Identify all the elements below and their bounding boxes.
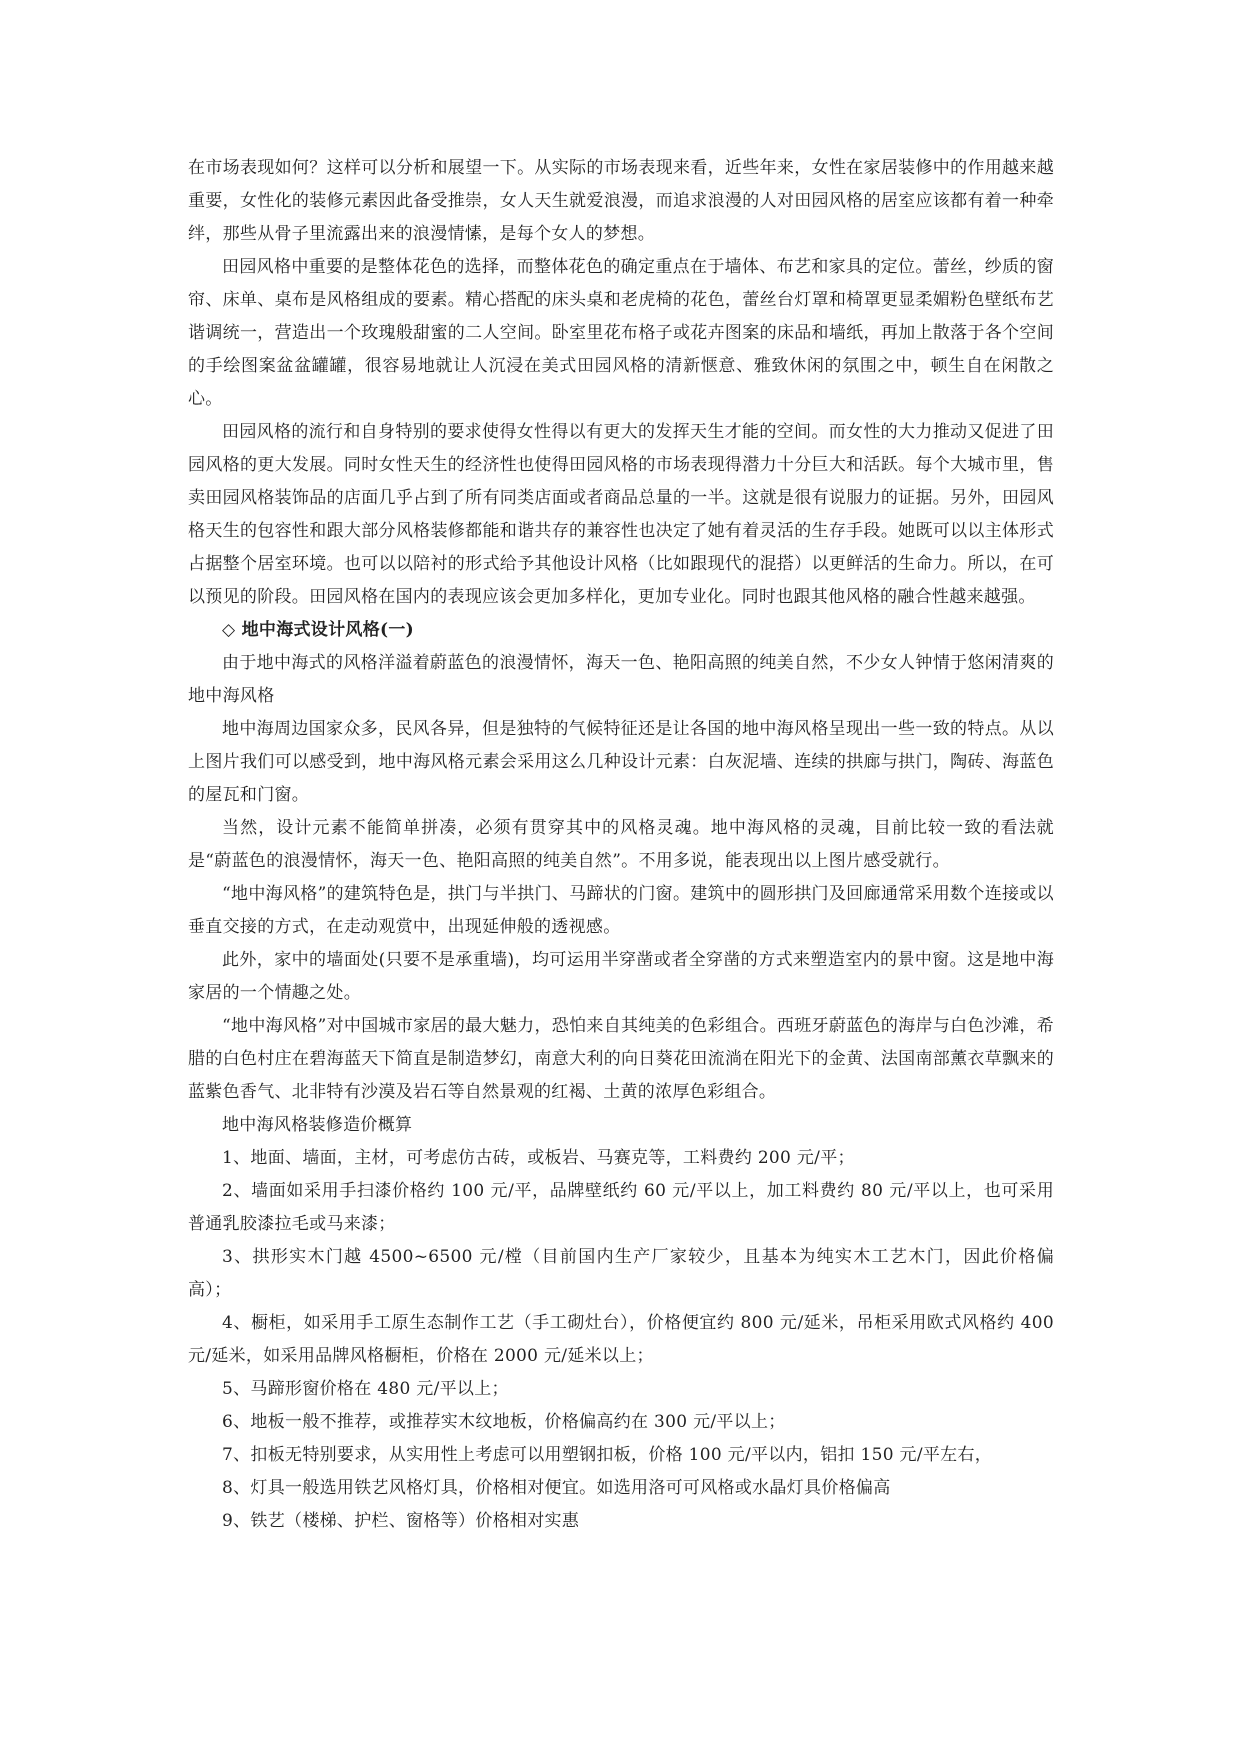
cost-item-7: 7、扣板无特别要求，从实用性上考虑可以用塑钢扣板，价格 100 元/平以内，铝扣 150 元/平左右， [222,1445,993,1465]
paragraph-mediterranean-walls: 此外，家中的墙面处(只要不是承重墙)，均可运用半穿凿或者全穿凿的方式来塑造室内的景中窗。这是地中海家居的一个情趣之处。 [188,950,1054,1003]
cost-item-5: 5、马蹄形窗价格在 480 元/平以上； [222,1379,509,1399]
subheading-cost-estimate: 地中海风格装修造价概算 [222,1115,413,1135]
paragraph-mediterranean-elements: 地中海周边国家众多，民风各异，但是独特的气候特征还是让各国的地中海风格呈现出一些一致的特点。从以上图片我们可以感受到，地中海风格元素会采用这么几种设计元素：白灰泥墙、连续的拱廊与拱门，陶砖、海蓝色的屋瓦和门窗。 [188,719,1054,805]
cost-item-8: 8、灯具一般选用铁艺风格灯具，价格相对便宜。如选用洛可可风格或水晶灯具价格偏高 [222,1478,891,1498]
section-heading-mediterranean: ◇ 地中海式设计风格(一) [222,620,414,640]
paragraph-mediterranean-intro: 由于地中海式的风格洋溢着蔚蓝色的浪漫情怀，海天一色、艳阳高照的纯美自然，不少女人钟情于悠闲清爽的地中海风格 [188,653,1054,706]
paragraph-mediterranean-soul: 当然，设计元素不能简单拼凑，必须有贯穿其中的风格灵魂。地中海风格的灵魂，目前比较一致的看法就是“蔚蓝色的浪漫情怀，海天一色、艳阳高照的纯美自然”。不用多说，能表现出以上图片感受就行。 [188,818,1054,871]
paragraph-mediterranean-colors: “地中海风格”对中国城市家居的最大魅力，恐怕来自其纯美的色彩组合。西班牙蔚蓝色的海岸与白色沙滩，希腊的白色村庄在碧海蓝天下简直是制造梦幻，南意大利的向日葵花田流淌在阳光下的金黄、法国南部薰衣草飘来的蓝紫色香气、北非特有沙漠及岩石等自然景观的红褐、土黄的浓厚色彩组合。 [188,1016,1054,1102]
cost-item-3: 3、拱形实木门越 4500~6500 元/樘（目前国内生产厂家较少，且基本为纯实木工艺木门，因此价格偏高）； [188,1247,1054,1300]
cost-item-1: 1、地面、墙面，主材，可考虑仿古砖，或板岩、马赛克等，工料费约 200 元/平； [222,1148,855,1168]
paragraph-mediterranean-architecture: “地中海风格”的建筑特色是，拱门与半拱门、马蹄状的门窗。建筑中的圆形拱门及回廊通常采用数个连接或以垂直交接的方式，在走动观赏中，出现延伸般的透视感。 [188,884,1054,937]
cost-item-4: 4、橱柜，如采用手工原生态制作工艺（手工砌灶台），价格便宜约 800 元/延米，吊柜采用欧式风格约 400 元/延米，如采用品牌风格橱柜，价格在 2000 元/延米以上； [188,1313,1054,1366]
cost-item-9: 9、铁艺（楼梯、护栏、窗格等）价格相对实惠 [222,1511,580,1531]
document-page [188,152,1054,1538]
cost-item-2: 2、墙面如采用手扫漆价格约 100 元/平，品牌壁纸约 60 元/平以上，加工料费约 80 元/平以上，也可采用普通乳胶漆拉毛或马来漆； [188,1181,1054,1234]
paragraph-intro-continued: 在市场表现如何？这样可以分析和展望一下。从实际的市场表现来看，近些年来，女性在家居装修中的作用越来越重要，女性化的装修元素因此备受推崇，女人天生就爱浪漫，而追求浪漫的人对田园风格的居室应该都有着一种牵绊，那些从骨子里流露出来的浪漫情愫，是每个女人的梦想。 [188,158,1054,244]
paragraph-pastoral-market: 田园风格的流行和自身特别的要求使得女性得以有更大的发挥天生才能的空间。而女性的大力推动又促进了田园风格的更大发展。同时女性天生的经济性也使得田园风格的市场表现得潜力十分巨大和活跃。每个大城市里，售卖田园风格装饰品的店面几乎占到了所有同类店面或者商品总量的一半。这就是很有说服力的证据。另外，田园风格天生的包容性和跟大部分风格装修都能和谐共存的兼容性也决定了她有着灵活的生存手段。她既可以以主体形式占据整个居室环境。也可以以陪衬的形式给予其他设计风格（比如跟现代的混搭）以更鲜活的生命力。所以，在可以预见的阶段。田园风格在国内的表现应该会更加多样化，更加专业化。同时也跟其他风格的融合性越来越强。 [188,422,1054,607]
paragraph-pastoral-colors: 田园风格中重要的是整体花色的选择，而整体花色的确定重点在于墙体、布艺和家具的定位。蕾丝，纱质的窗帘、床单、桌布是风格组成的要素。精心搭配的床头桌和老虎椅的花色，蕾丝台灯罩和椅罩更显柔媚粉色壁纸布艺谐调统一，营造出一个玫瑰般甜蜜的二人空间。卧室里花布格子或花卉图案的床品和墙纸，再加上散落于各个空间的手绘图案盆盆罐罐，很容易地就让人沉浸在美式田园风格的清新惬意、雅致休闲的氛围之中，顿生自在闲散之心。 [188,257,1054,409]
cost-item-6: 6、地板一般不推荐，或推荐实木纹地板，价格偏高约在 300 元/平以上； [222,1412,786,1432]
